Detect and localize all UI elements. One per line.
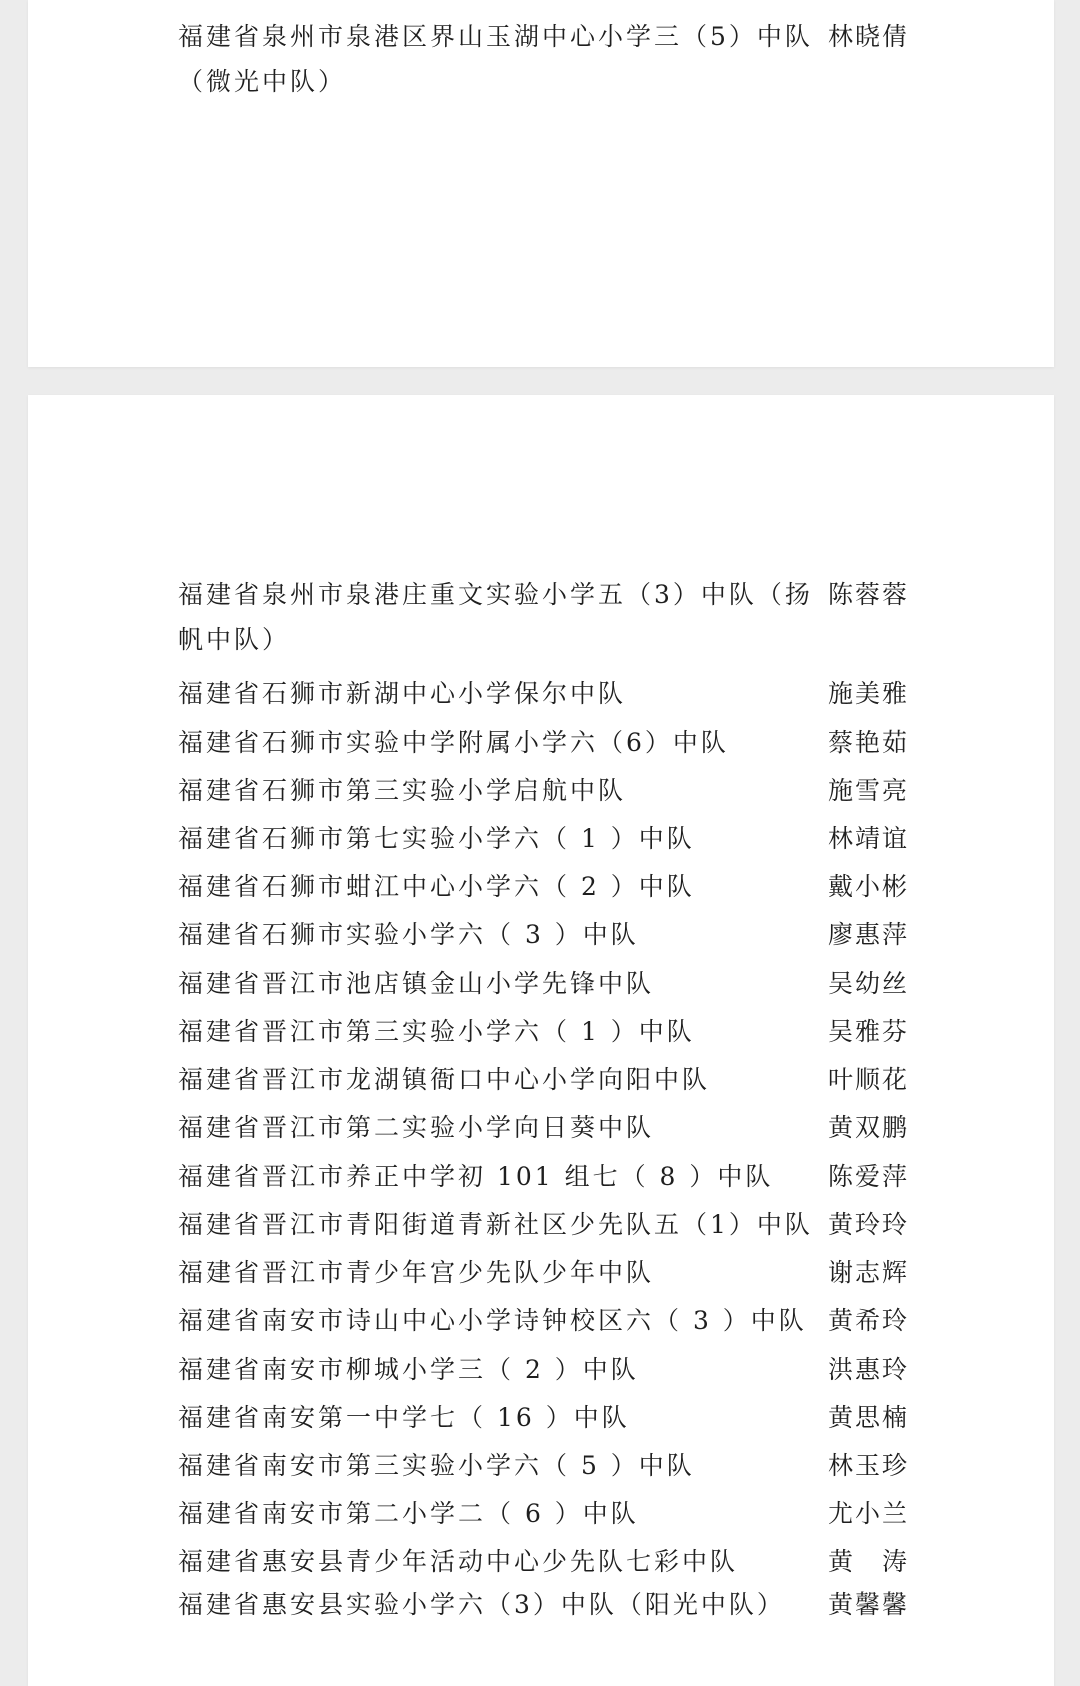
- person-name: 施雪亮: [828, 776, 910, 805]
- person-name: 蔡艳茹: [828, 728, 910, 757]
- person-name: 黄馨馨: [828, 1590, 910, 1619]
- organization-name: [178, 580, 813, 654]
- organization-name: 福建省南安市第二小学二（ 6 ）中队: [178, 1499, 639, 1528]
- person-name: 黄 涛: [828, 1547, 910, 1576]
- person-name: 叶顺花: [828, 1065, 910, 1094]
- organization-name: 福建省晋江市第三实验小学六（ 1 ）中队: [178, 1017, 695, 1046]
- person-name: 黄玲玲: [828, 1210, 910, 1239]
- person-name: 陈爱萍: [828, 1162, 910, 1191]
- person-name: 黄思楠: [828, 1403, 910, 1432]
- organization-name: 福建省石狮市新湖中心小学保尔中队: [178, 679, 627, 708]
- organization-name: 福建省石狮市实验中学附属小学六（6）中队: [178, 728, 729, 757]
- person-name: 林晓倩: [828, 22, 910, 51]
- person-name: 林靖谊: [828, 824, 910, 853]
- organization-line-continued: 帆中队）: [178, 625, 291, 654]
- organization-line: 福建省泉州市泉港区界山玉湖中心小学三（5）中队: [178, 22, 813, 51]
- person-name: 黄双鹏: [828, 1113, 910, 1142]
- organization-name: 福建省南安第一中学七（ 16 ）中队: [178, 1403, 630, 1432]
- organization-name: 福建省石狮市实验小学六（ 3 ）中队: [178, 920, 639, 949]
- organization-name: 福建省晋江市青少年宫少先队少年中队: [178, 1258, 655, 1287]
- person-name: 廖惠萍: [828, 920, 910, 949]
- organization-name: 福建省晋江市养正中学初 101 组七（ 8 ）中队: [178, 1162, 774, 1191]
- person-name: 洪惠玲: [828, 1355, 910, 1384]
- organization-line: 福建省泉州市泉港庄重文实验小学五（3）中队（扬: [178, 580, 813, 609]
- organization-name: 福建省惠安县青少年活动中心少先队七彩中队: [178, 1547, 739, 1576]
- organization-name: 福建省南安市第三实验小学六（ 5 ）中队: [178, 1451, 695, 1480]
- person-name: 戴小彬: [828, 872, 910, 901]
- organization-name: 福建省晋江市池店镇金山小学先锋中队: [178, 969, 655, 998]
- person-name: 吴幼丝: [828, 969, 910, 998]
- organization-name: 福建省南安市诗山中心小学诗钟校区六（ 3 ）中队: [178, 1306, 807, 1335]
- organization-name: 福建省石狮市第三实验小学启航中队: [178, 776, 627, 805]
- document-page-1: [28, 0, 1054, 367]
- person-name: 尤小兰: [828, 1499, 910, 1528]
- organization-name: 福建省晋江市青阳街道青新社区少先队五（1）中队: [178, 1210, 813, 1239]
- person-name: 吴雅芬: [828, 1017, 910, 1046]
- person-name: 陈蓉蓉: [828, 580, 910, 609]
- person-name: 施美雅: [828, 679, 910, 708]
- person-name: 谢志辉: [828, 1258, 910, 1287]
- document-page-2: [28, 395, 1054, 1686]
- organization-name: 福建省南安市柳城小学三（ 2 ）中队: [178, 1355, 639, 1384]
- person-name: 林玉珍: [828, 1451, 910, 1480]
- organization-name: [178, 22, 813, 96]
- organization-name: 福建省石狮市第七实验小学六（ 1 ）中队: [178, 824, 695, 853]
- organization-name: 福建省石狮市蚶江中心小学六（ 2 ）中队: [178, 872, 695, 901]
- organization-line-continued: （微光中队）: [178, 67, 347, 96]
- organization-name: 福建省晋江市第二实验小学向日葵中队: [178, 1113, 655, 1142]
- organization-name: 福建省惠安县实验小学六（3）中队（阳光中队）: [178, 1590, 785, 1619]
- person-name: 黄希玲: [828, 1306, 910, 1335]
- organization-name: 福建省晋江市龙湖镇衙口中心小学向阳中队: [178, 1065, 711, 1094]
